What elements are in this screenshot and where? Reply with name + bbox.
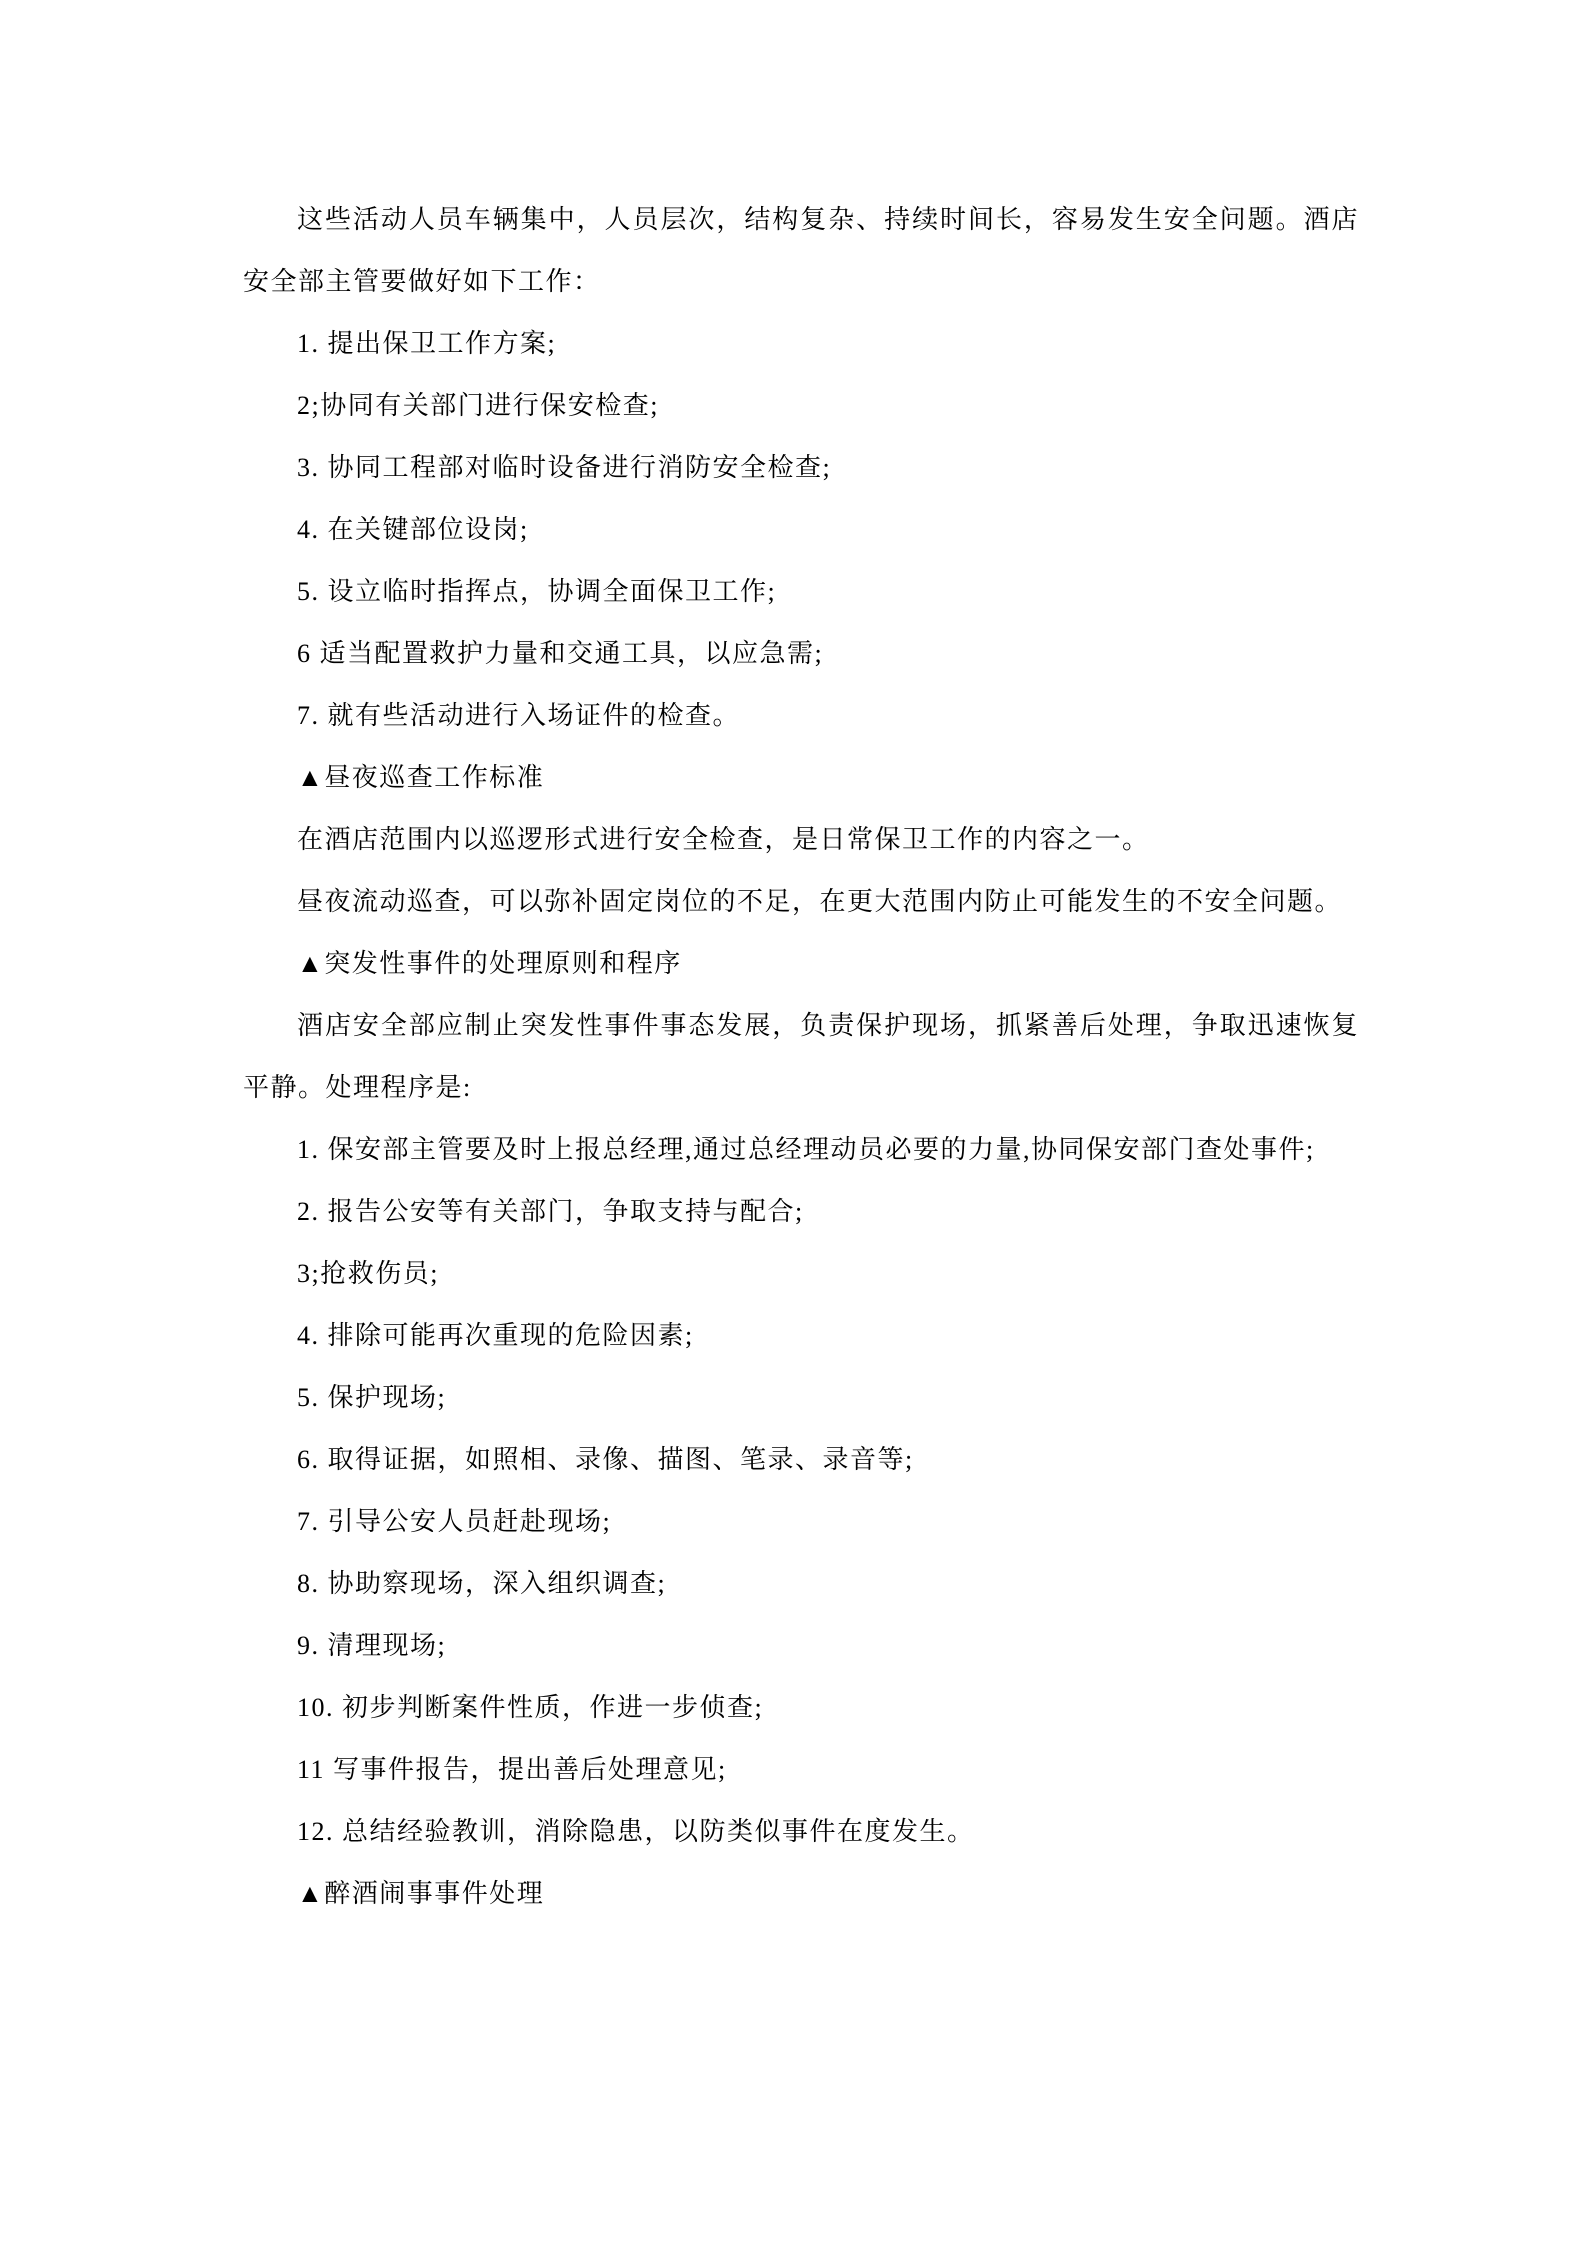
list-item: 10. 初步判断案件性质，作进一步侦查; xyxy=(297,1693,764,1722)
list-item: 2;协同有关部门进行保安检查; xyxy=(297,391,659,420)
list-item: 11 写事件报告，提出善后处理意见; xyxy=(297,1755,727,1784)
list-item: 6. 取得证据，如照相、录像、描图、笔录、录音等; xyxy=(297,1445,914,1474)
list-item: 2. 报告公安等有关部门，争取支持与配合; xyxy=(297,1197,804,1226)
body-paragraph: 在酒店范围内以巡逻形式进行安全检查，是日常保卫工作的内容之一。 xyxy=(297,825,1150,854)
list-item: 5. 设立临时指挥点，协调全面保卫工作; xyxy=(297,577,777,606)
section-heading: ▲突发性事件的处理原则和程序 xyxy=(297,949,682,978)
section-heading: ▲昼夜巡查工作标准 xyxy=(297,763,545,792)
list-item: 4. 在关键部位设岗; xyxy=(297,515,529,544)
list-item: 9. 清理现场; xyxy=(297,1631,447,1660)
body-paragraph: 昼夜流动巡查，可以弥补固定岗位的不足，在更大范围内防止可能发生的不安全问题。 xyxy=(297,887,1343,916)
list-item: 3. 协同工程部对临时设备进行消防安全检查; xyxy=(297,453,832,482)
list-item: 3;抢救伤员; xyxy=(297,1259,439,1288)
list-item: 7. 引导公安人员赶赴现场; xyxy=(297,1507,612,1536)
section-heading: ▲醉酒闹事事件处理 xyxy=(297,1879,545,1908)
list-item: 12. 总结经验教训，消除隐患，以防类似事件在度发生。 xyxy=(297,1817,975,1846)
list-item: 1. 提出保卫工作方案; xyxy=(297,329,557,358)
list-item: 8. 协助察现场，深入组织调查; xyxy=(297,1569,667,1598)
list-item: 7. 就有些活动进行入场证件的检查。 xyxy=(297,701,741,730)
list-item: 4. 排除可能再次重现的危险因素; xyxy=(297,1321,694,1350)
list-item: 5. 保护现场; xyxy=(297,1383,447,1412)
list-item: 6 适当配置救护力量和交通工具，以应急需; xyxy=(297,639,824,668)
list-item: 1. 保安部主管要及时上报总经理,通过总经理动员必要的力量,协同保安部门查处事件; xyxy=(297,1135,1315,1164)
body-paragraph: 酒店安全部应制止突发性事件事态发展，负责保护现场，抓紧善后处理，争取迅速恢复平静。处理程序是: xyxy=(243,1011,1359,1102)
body-paragraph: 这些活动人员车辆集中，人员层次，结构复杂、持续时间长，容易发生安全问题。酒店安全部主管要做好如下工作： xyxy=(243,205,1359,296)
